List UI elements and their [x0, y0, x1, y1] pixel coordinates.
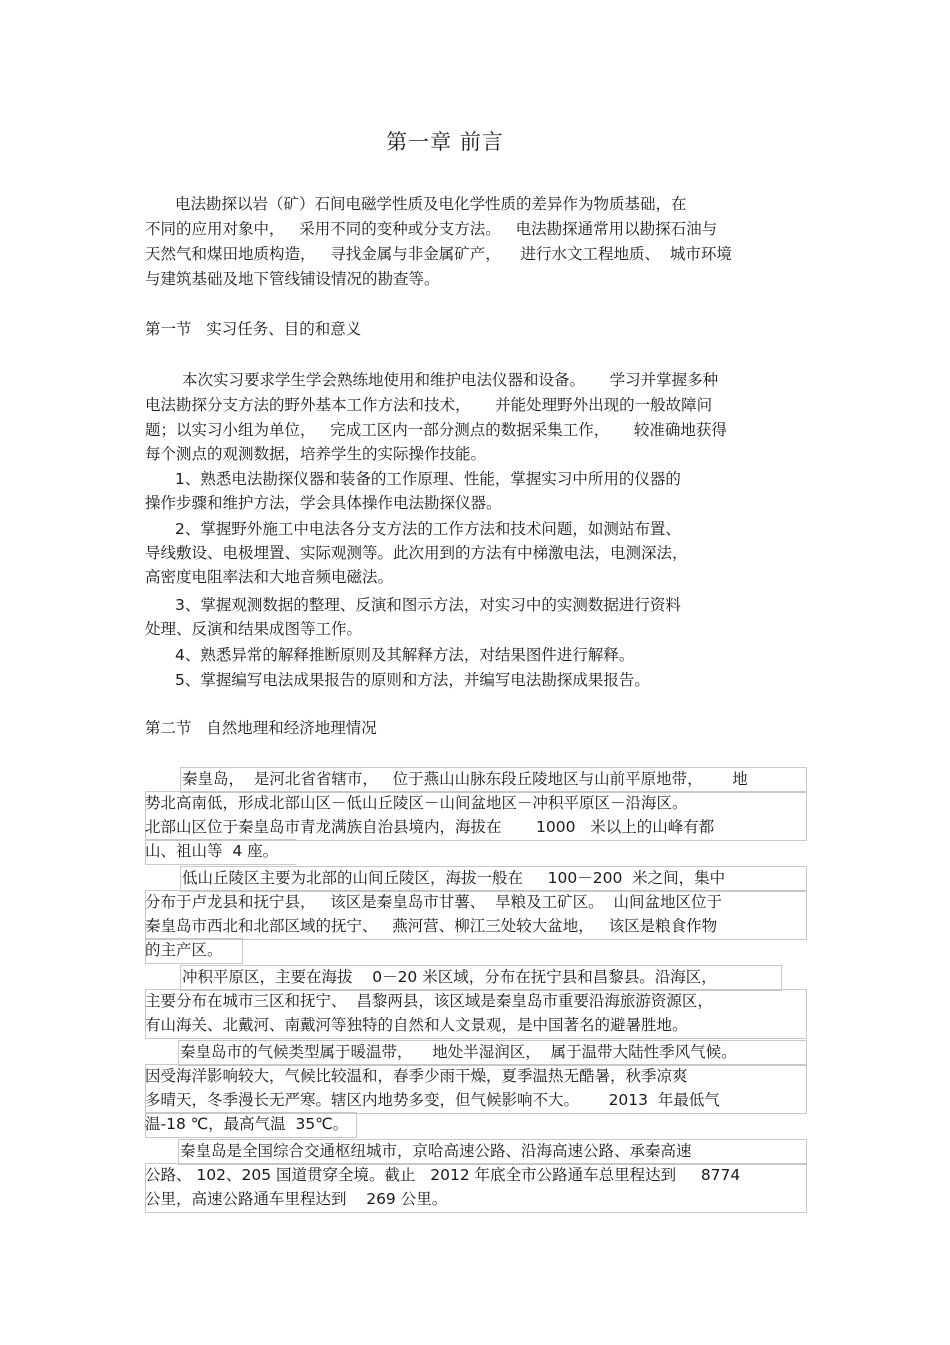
intro-line: 不同的应用对象中， 采用不同的变种或分支方法。 电法勘探通常用以勘探石油与 [145, 220, 718, 238]
section-heading: 第二节 自然地理和经济地理情况 [145, 719, 377, 737]
paragraph-line: 分布于卢龙县和抚宁县， 该区是秦皇岛市甘薯、 旱粮及工矿区。 山间盆地区位于 [145, 893, 722, 911]
list-item-line: 2、掌握野外施工中电法各分支方法的工作方法和技术问题，如测站布置、 [175, 520, 681, 538]
paragraph-line: 秦皇岛， 是河北省省辖市， 位于燕山山脉东段丘陵地区与山前平原地带， 地 [182, 770, 748, 788]
paragraph-line: 题；以实习小组为单位， 完成工区内一部分测点的数据采集工作， 较准确地获得 [145, 421, 727, 439]
list-item-line: 5、掌握编写电法成果报告的原则和方法，并编写电法勘探成果报告。 [175, 671, 650, 689]
paragraph-line: 势北高南低，形成北部山区－低山丘陵区－山间盆地区－冲积平原区－沿海区。 [145, 794, 688, 812]
paragraph-line: 主要分布在城市三区和抚宁、 昌黎两县，该区域是秦皇岛市重要沿海旅游资源区， [145, 992, 713, 1010]
paragraph-line: 温-18 ℃，最高气温 35℃。 [145, 1115, 349, 1133]
paragraph-line: 因受海洋影响较大，气候比较温和，春季少雨干燥，夏季温热无酷暑，秋季凉爽 [145, 1067, 688, 1085]
list-item-line: 1、熟悉电法勘探仪器和装备的工作原理、性能，掌握实习中所用的仪器的 [175, 470, 681, 488]
paragraph-line: 每个测点的观测数据，培养学生的实际操作技能。 [145, 445, 487, 463]
chapter-title: 第一章 前言 [386, 130, 504, 154]
list-item-line: 高密度电阻率法和大地音频电磁法。 [145, 568, 394, 586]
paragraph-line: 本次实习要求学生学会熟练地使用和维护电法仪器和设备。 学习并掌握多种 [182, 371, 719, 389]
paragraph-line: 山、祖山等 4 座。 [145, 842, 279, 860]
list-item-line: 导线敷设、电极埋置、实际观测等。此次用到的方法有中梯激电法，电测深法， [145, 544, 688, 562]
list-item-line: 3、掌握观测数据的整理、反演和图示方法，对实习中的实测数据进行资料 [175, 596, 681, 614]
paragraph-line: 低山丘陵区主要为北部的山间丘陵区，海拔一般在 100－200 米之间，集中 [182, 869, 726, 887]
paragraph-line: 北部山区位于秦皇岛市青龙满族自治县境内，海拔在 1000 米以上的山峰有都 [145, 818, 715, 836]
list-item-line: 处理、反演和结果成图等工作。 [145, 620, 363, 638]
section-heading: 第一节 实习任务、目的和意义 [145, 320, 362, 338]
intro-line: 天然气和煤田地质构造， 寻找金属与非金属矿产， 进行水文工程地质、 城市环境 [145, 245, 732, 263]
paragraph-line: 多晴天，冬季漫长无严寒。辖区内地势多变，但气候影响不大。 2013 年最低气 [145, 1091, 720, 1109]
paragraph-line: 秦皇岛市西北和北部区域的抚宁、 燕河营、柳江三处较大盆地， 该区是粮食作物 [145, 917, 718, 935]
paragraph-line: 的主产区。 [145, 941, 223, 959]
list-item-line: 操作步骤和维护方法，学会具体操作电法勘探仪器。 [145, 494, 502, 512]
paragraph-line: 电法勘探分支方法的野外基本工作方法和技术， 并能处理野外出现的一般故障问 [145, 396, 713, 414]
paragraph-line: 秦皇岛市的气候类型属于暖温带， 地处半湿润区， 属于温带大陆性季风气候。 [180, 1043, 737, 1061]
intro-line: 电法勘探以岩（矿）石间电磁学性质及电化学性质的差异作为物质基础，在 [175, 195, 687, 213]
paragraph-line: 公里，高速公路通车里程达到 269 公里。 [145, 1190, 448, 1208]
paragraph-line: 冲积平原区，主要在海拔 0－20 米区域，分布在抚宁县和昌黎县。沿海区， [182, 968, 717, 986]
paragraph-line: 秦皇岛是全国综合交通枢纽城市，京哈高速公路、沿海高速公路、承秦高速 [180, 1142, 692, 1160]
list-item-line: 4、熟悉异常的解释推断原则及其解释方法，对结果图件进行解释。 [175, 646, 635, 664]
paragraph-line: 有山海关、北戴河、南戴河等独特的自然和人文景观，是中国著名的避暑胜地。 [145, 1016, 688, 1034]
intro-line: 与建筑基础及地下管线铺设情况的勘查等。 [145, 270, 440, 288]
paragraph-line: 公路、 102、205 国道贯穿全境。截止 2012 年底全市公路通车总里程达到 8774 [145, 1166, 741, 1184]
